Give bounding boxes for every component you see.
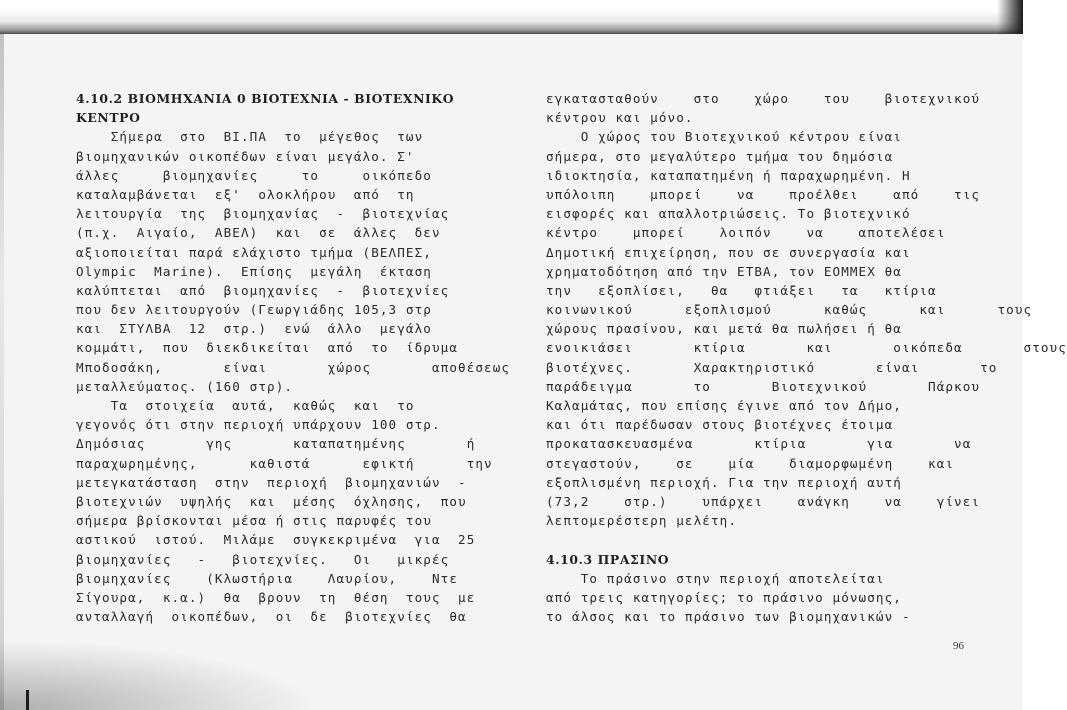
text-line: Καλαμάτας, που επίσης έγινε από τον Δήμο,: [546, 398, 902, 413]
text-line: την εξοπλίσει, θα φτιάξει τα κτίρια: [546, 282, 937, 298]
text-line: χρηματοδότηση από την ΕΤΒΑ, τον ΕΟΜΜΕΧ θα: [546, 263, 902, 279]
text-line: υπόλοιπη μπορεί να προέλθει από τις: [546, 186, 981, 202]
text-line: σήμερα βρίσκονται μέσα ή στις παρυφές του: [76, 513, 432, 529]
text-line: λεπτομερέστερη μελέτη.: [546, 513, 738, 529]
text-line: Ο χώρος του Βιοτεχνικού κέντρου είναι: [546, 129, 902, 145]
text-line: προκατασκευασμένα κτίρια για να: [546, 436, 972, 452]
text-line: κοινωνικού εξοπλισμού καθώς και τους: [546, 302, 1033, 318]
text-line: Olympic Marine). Επίσης μεγάλη έκταση: [76, 263, 432, 279]
text-line: εισφορές και απαλλοτριώσεις. Το βιοτεχνικό: [546, 206, 911, 222]
text-line: Δημόσιας γης καταπατημένης ή: [76, 436, 476, 452]
scan-corner-mark: [26, 690, 29, 710]
text-line: Τα στοιχεία αυτά, καθώς και το: [76, 398, 415, 413]
text-line: από τρεις κατηγορίες; το πράσινο μόνωσης,: [546, 589, 902, 605]
text-line: Σίγουρα, κ.α.) θα βρουν τη θέση τους με: [76, 589, 476, 605]
text-line: παραχωρημένης, καθιστά εφικτή την: [76, 455, 493, 471]
text-line: μετεγκατάσταση στην περιοχή βιομηχανιών -: [76, 474, 467, 490]
text-line: άλλες βιομηχανίες το οικόπεδο: [76, 167, 432, 183]
text-line: μεταλλεύματος. (160 στρ).: [76, 378, 294, 394]
text-line: Σήμερα στο ΒΙ.ΠΑ το μέγεθος των: [76, 129, 424, 145]
blank-line: [546, 530, 980, 549]
right-text-column: [546, 89, 1067, 626]
text-line: κέντρο μπορεί λοιπόν να αποτελέσει: [546, 225, 946, 241]
text-line: ενοικιάσει κτίρια και οικόπεδα στους: [546, 340, 1067, 356]
text-line: γεγονός ότι στην περιοχή υπάρχουν 100 στρ.: [76, 417, 441, 433]
text-line: το άλσος και το πράσινο των βιομηχανικών -: [546, 609, 911, 625]
section-heading: 4.10.3 ΠΡΑΣΙΝΟ: [546, 551, 670, 567]
text-line: ιδιοκτησία, καταπατημένη ή παραχωρημένη. Η: [546, 167, 911, 183]
text-line: ανταλλαγή οικοπέδων, οι δε βιοτεχνίες θα: [76, 609, 467, 625]
text-line: κέντρου και μόνο.: [546, 110, 694, 126]
text-line: παράδειγμα το Βιοτεχνικού Πάρκου: [546, 378, 981, 394]
text-line: σήμερα, στο μεγαλύτερο τμήμα του δημόσια: [546, 148, 894, 164]
text-line: και ΣΤΥΛΒΑ 12 στρ.) ενώ άλλο μεγάλο: [76, 321, 432, 337]
text-line: χώρους πρασίνου, και μετά θα πωλήσει ή θα: [546, 321, 902, 337]
text-line: βιομηχανίες - βιοτεχνίες. Οι μικρές: [76, 551, 450, 567]
text-line: αξιοποιείται παρά ελάχιστο τμήμα (ΒΕΛΠΕΣ,: [76, 244, 432, 260]
section-heading: 4.10.2 ΒΙΟΜΗΧΑΝΙΑ 0 ΒΙΟΤΕΧΝΙΑ - ΒΙΟΤΕΧΝΙΚΟ: [76, 91, 455, 106]
page-number: 96: [953, 640, 964, 652]
text-line: βιοτέχνες. Χαρακτηριστικό είναι το: [546, 359, 998, 375]
text-line: (π.χ. Αιγαίο, ΑΒΕΛ) και σε άλλες δεν: [76, 225, 441, 241]
text-line: Δημοτική επιχείρηση, που σε συνεργασία και: [546, 244, 911, 260]
left-text-column: [76, 89, 510, 626]
scan-top-shadow: [0, 0, 1023, 34]
text-line: κομμάτι, που διεκδικείται από το ίδρυμα: [76, 340, 459, 356]
text-line: εξοπλισμένη περιοχή. Για την περιοχή αυτή: [546, 474, 902, 490]
text-line: εγκατασταθούν στο χώρο του βιοτεχνικού: [546, 91, 981, 106]
text-line: στεγαστούν, σε μία διαμορφωμένη και: [546, 455, 955, 471]
text-line: καταλαμβάνεται εξ' ολοκλήρου από τη: [76, 186, 415, 202]
text-line: Το πράσινο στην περιοχή αποτελείται: [546, 570, 885, 586]
text-line: και ότι παρέδωσαν στους βιοτέχνες έτοιμα: [546, 417, 894, 433]
text-line: που δεν λειτουργούν (Γεωργιάδης 105,3 στρ: [76, 302, 432, 318]
text-line: βιομηχανικών οικοπέδων είναι μεγάλο. Σ': [76, 148, 415, 164]
scan-corner-shadow: [0, 640, 320, 710]
text-line: βιομηχανίες (Κλωστήρια Λαυρίου, Ντε: [76, 570, 459, 586]
text-line: (73,2 στρ.) υπάρχει ανάγκη να γίνει: [546, 493, 981, 509]
text-line: αστικού ιστού. Μιλάμε συγκεκριμένα για 25: [76, 532, 476, 548]
section-heading: ΚΕΝΤΡΟ: [76, 110, 141, 126]
text-line: βιοτεχνιών υψηλής και μέσης όχλησης, που: [76, 493, 467, 509]
text-line: Μποδοσάκη, είναι χώρος αποθέσεως: [76, 359, 511, 375]
text-line: καλύπτεται από βιομηχανίες - βιοτεχνίες: [76, 282, 450, 298]
text-line: λειτουργία της βιομηχανίας - βιοτεχνίας: [76, 206, 450, 222]
